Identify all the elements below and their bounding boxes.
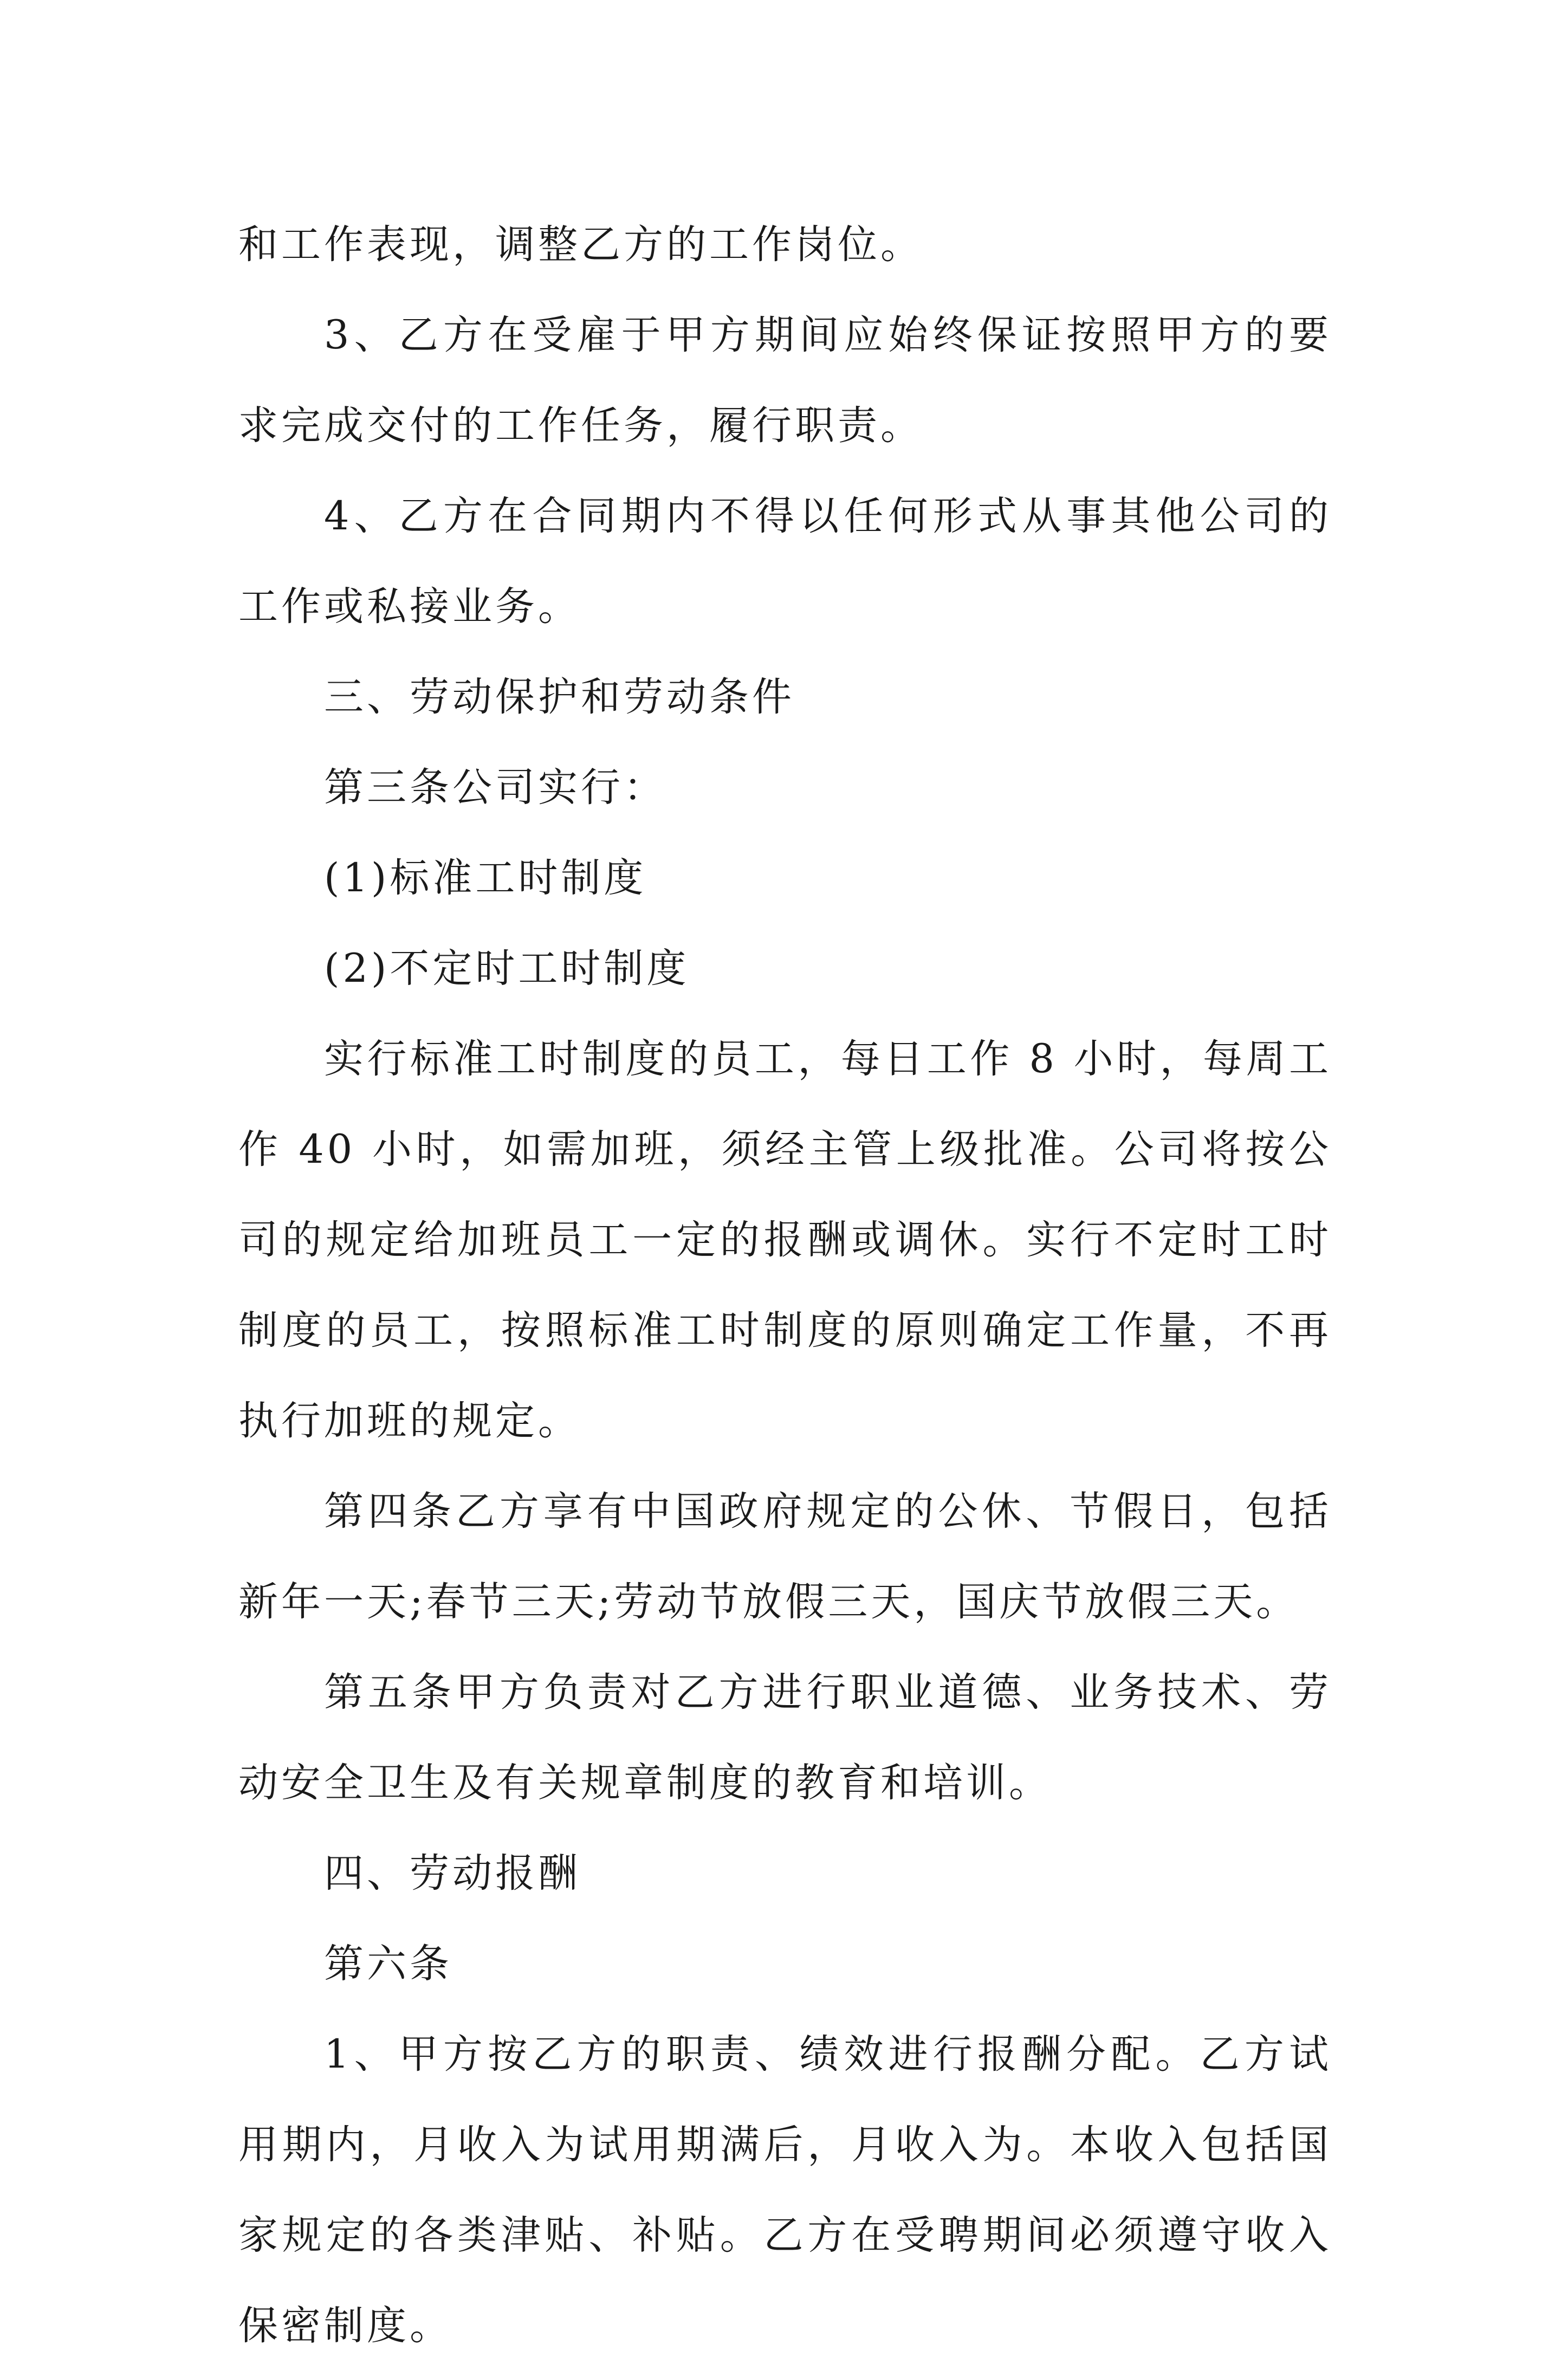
paragraph-continuation: 和工作表现，调整乙方的工作岗位。 (238, 222, 923, 268)
list-item-flexible-hours: (2)不定时工时制度 (324, 945, 690, 992)
paragraph-remuneration-item-1: 1、甲方按乙方的职责、绩效进行报酬分配。乙方试用期内，月收入为试用期满后，月收入为。本收入包括国家规定的各类津贴、补贴。乙方在受聘期间必须遵守收入保密制度。 (238, 2031, 1332, 2349)
section-heading-labor-protection: 三、劳动保护和劳动条件 (324, 674, 795, 720)
paragraph-item-3: 3、乙方在受雇于甲方期间应始终保证按照甲方的要求完成交付的工作任务，履行职责。 (238, 312, 1332, 449)
document-body (238, 199, 1332, 2371)
article-4-holidays: 第四条乙方享有中国政府规定的公休、节假日，包括新年一天;春节三天;劳动节放假三天，国庆节放假三天。 (238, 1488, 1332, 1625)
section-heading-remuneration: 四、劳动报酬 (324, 1850, 581, 1896)
paragraph-working-hours: 实行标准工时制度的员工，每日工作 8 小时，每周工作 40 小时，如需加班，须经主管上级批准。公司将按公司的规定给加班员工一定的报酬或调休。实行不定时工时制度的员工，按照标准工时制度的原则确定工作量，不再执行加班的规定。 (238, 1036, 1332, 1444)
list-item-standard-hours: (1)标准工时制度 (324, 855, 647, 901)
article-3-heading: 第三条公司实行： (324, 765, 666, 811)
article-6-heading: 第六条 (324, 1941, 452, 1987)
paragraph-item-4: 4、乙方在合同期内不得以任何形式从事其他公司的工作或私接业务。 (238, 493, 1332, 630)
article-5-training: 第五条甲方负责对乙方进行职业道德、业务技术、劳动安全卫生及有关规章制度的教育和培训。 (238, 1669, 1332, 1806)
